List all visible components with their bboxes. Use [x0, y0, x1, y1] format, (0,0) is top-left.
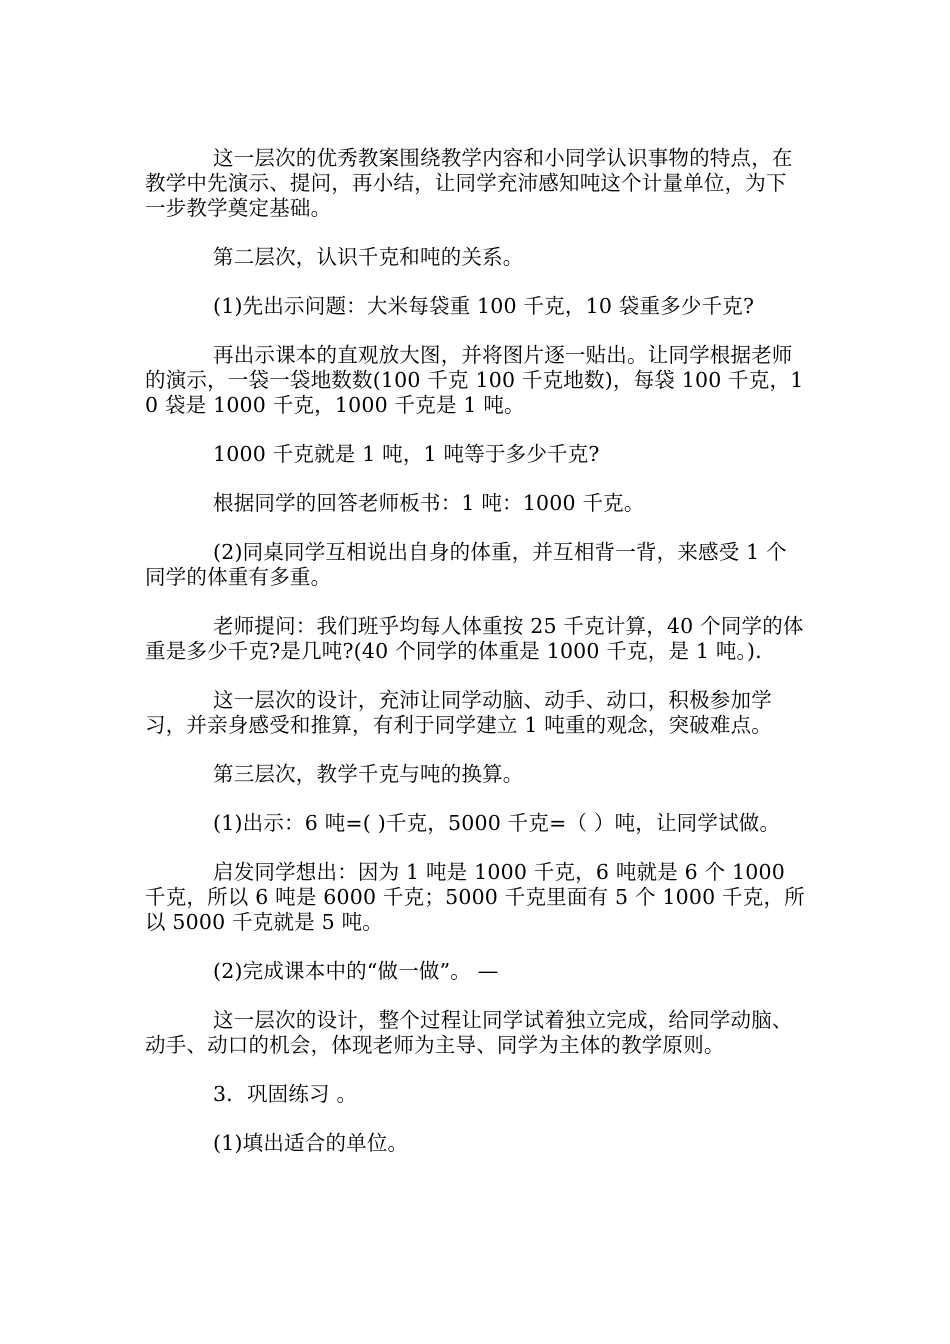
document-page	[145, 146, 807, 1180]
paragraph-inspire-students: 启发同学想出：因为 1 吨是 1000 千克，6 吨就是 6 个 1000 千克，所以 6 吨是 6000 千克；5000 千克里面有 5 个 1000 千克，所以 5000 千克就是 5 吨。	[145, 860, 805, 934]
heading-consolidation-practice: 3．巩固练习 。	[213, 1082, 358, 1106]
paragraph-question-rice: (1)先出示问题：大米每袋重 100 千克，10 袋重多少千克?	[213, 294, 755, 318]
paragraph-do-it: (2)完成课本中的“做一做”。 —	[213, 959, 499, 983]
paragraph-fill-units: (1)填出适合的单位。	[213, 1131, 409, 1155]
paragraph-exercise-show: (1)出示：6 吨=( )千克，5000 千克=（ ）吨，让同学试做。	[213, 811, 781, 835]
heading-third-level: 第三层次，教学千克与吨的换算。	[213, 762, 524, 786]
heading-second-level: 第二层次，认识千克和吨的关系。	[213, 245, 524, 269]
paragraph-blackboard: 根据同学的回答老师板书：1 吨：1000 千克。	[213, 491, 645, 515]
paragraph-design-note-third: 这一层次的设计，整个过程让同学试着独立完成，给同学动脑、动手、动口的机会，体现老师为主导、同学为主体的教学原则。	[145, 1008, 793, 1057]
paragraph-1000kg-is-1-ton: 1000 千克就是 1 吨，1 吨等于多少千克?	[213, 442, 600, 466]
paragraph-teacher-question: 老师提问：我们班乎均每人体重按 25 千克计算，40 个同学的体重是多少千克?是几吨?(40 个同学的体重是 1000 千克，是 1 吨。)．	[145, 614, 804, 663]
paragraph-body-weight: (2)同桌同学互相说出自身的体重，并互相背一背，来感受 1 个同学的体重有多重。	[145, 540, 787, 589]
paragraph-design-note-second: 这一层次的设计，充沛让同学动脑、动手、动口，积极参加学习，并亲身感受和推算，有利于同学建立 1 吨重的观念，突破难点。	[145, 688, 772, 737]
paragraph-show-pictures: 再出示课本的直观放大图，并将图片逐一贴出。让同学根据老师的演示，一袋一袋地数数(100 千克 100 千克地数)，每袋 100 千克，10 袋是 1000 千克，1000 千克是 1 吨。	[145, 343, 804, 417]
paragraph-summary-first-level: 这一层次的优秀教案围绕教学内容和小同学认识事物的特点，在教学中先演示、提问，再小结，让同学充沛感知吨这个计量单位，为下一步教学奠定基础。	[145, 146, 793, 220]
